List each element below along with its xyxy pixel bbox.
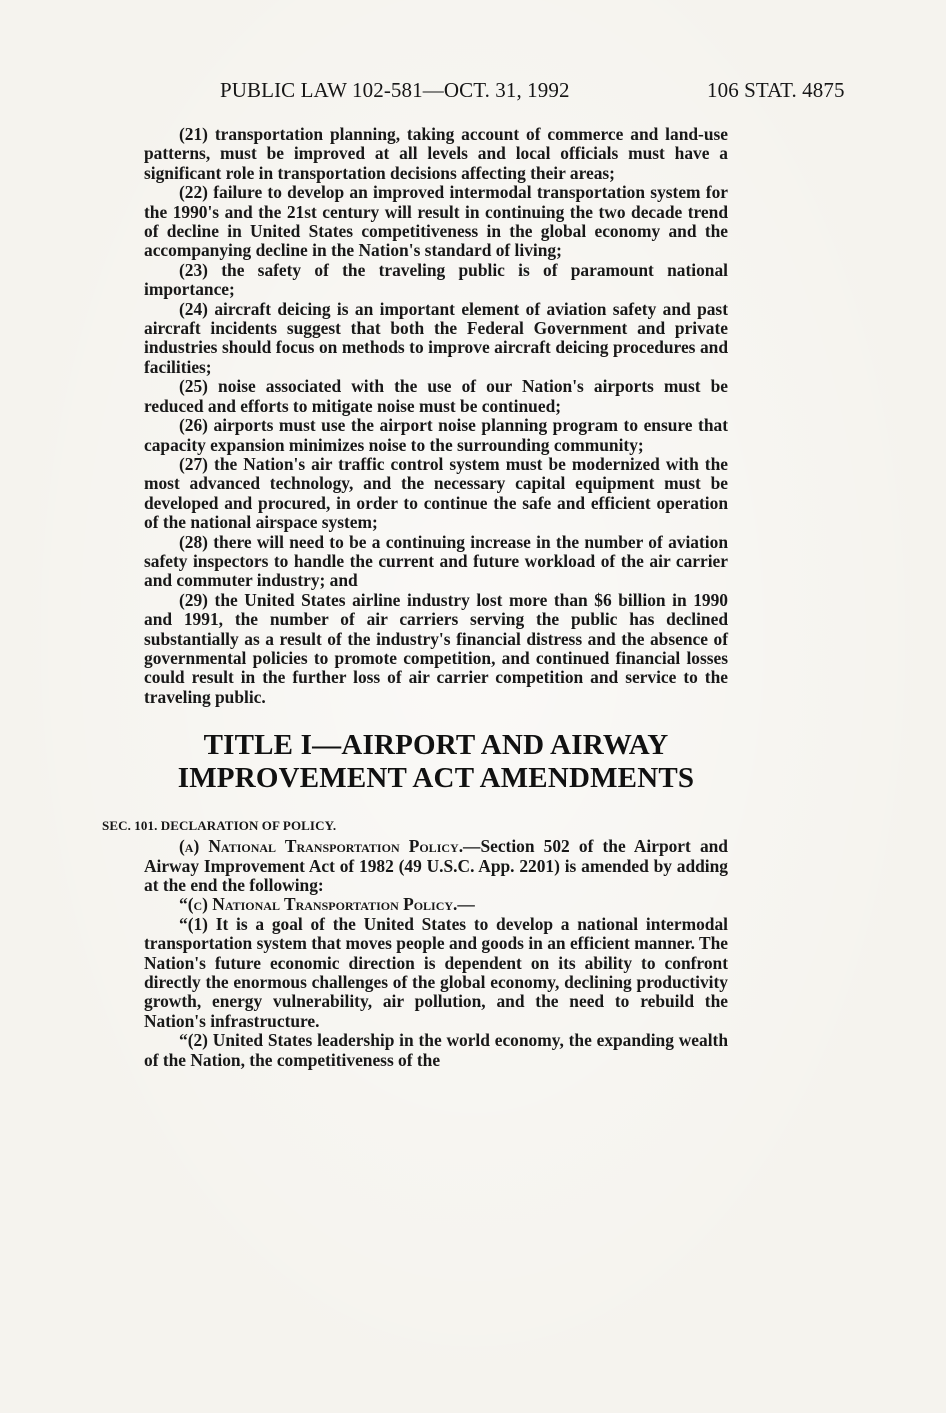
title-heading: [144, 729, 728, 795]
finding-26: (26) airports must use the airport noise planning program to ensure that capacity expansion minimizes noise to the surrounding community;: [144, 415, 728, 455]
statute-page-number: 106 STAT. 4875: [707, 78, 845, 102]
finding-25: (25) noise associated with the use of our Nation's airports must be reduced and efforts to mitigate noise must be continued;: [144, 376, 728, 416]
finding-29: (29) the United States airline industry lost more than $6 billion in 1990 and 1991, the number of air carriers serving the public has declined substantially as a result of the industry's financial distress and the absence of governmental policies to promote competition, and continued financial losses could result in the further loss of air carrier competition and service to the traveling public.: [144, 589, 728, 707]
subsection-a-label: (a) National Transportation Policy.: [179, 836, 464, 857]
finding-28: (28) there will need to be a continuing increase in the number of aviation safety inspectors to handle the current and future workload of the air carrier and commuter industry; and: [144, 531, 728, 591]
finding-24: (24) aircraft deicing is an important element of aviation safety and past aircraft incidents suggest that both the Federal Government and private industries should focus on methods to improve aircraft deicing procedures and facilities;: [144, 298, 728, 377]
subsection-a: [144, 837, 728, 895]
public-law-citation: PUBLIC LAW 102-581—OCT. 31, 1992: [220, 78, 570, 102]
subsection-c-dash: —: [457, 894, 475, 915]
subsection-c-heading: [144, 895, 728, 914]
finding-21: (21) transportation planning, taking account of commerce and land-use patterns, must be improved at all levels and local officials must have a significant role in transportation decisions affecting their areas;: [144, 124, 728, 183]
policy-paragraph-1: “(1) It is a goal of the United States to develop a national intermodal transportation system that moves people and goods in an efficient manner. The Nation's future economic direction is dependent on its ability to confront directly the enormous challenges of the global economy, declining productivity growth, energy vulnerability, air pollution, and the need to rebuild the Nation's infrastructure.: [144, 913, 728, 1031]
section-heading: SEC. 101. DECLARATION OF POLICY.: [102, 818, 337, 834]
page-body: [102, 124, 728, 1070]
subsection-c-label: “(c) National Transportation Policy.: [179, 894, 458, 915]
finding-23: (23) the safety of the traveling public is of paramount national importance;: [144, 259, 728, 300]
finding-22: (22) failure to develop an improved intermodal transportation system for the 1990's and the 21st century will result in continuing the two decade trend of decline in United States competitiveness in the global economy and the accompanying decline in the Nation's standard of living;: [144, 182, 728, 261]
policy-paragraph-2: “(2) United States leadership in the world economy, the expanding wealth of the Nation, the competitiveness of the: [144, 1030, 728, 1070]
finding-27: (27) the Nation's air traffic control system must be modernized with the most advanced technology, and the necessary capital equipment must be developed and procured, in order to continue the safe and efficient operation of the national airspace system;: [144, 453, 728, 533]
title-line-2: IMPROVEMENT ACT AMENDMENTS: [177, 762, 695, 795]
title-line-1: TITLE I—AIRPORT AND AIRWAY: [203, 729, 669, 762]
subsection-a-text: —Section 502 of the Airport and Airway Improvement Act of 1982 (49 U.S.C. App. 2201) is amended by adding at the end the following:: [144, 836, 728, 895]
page-header: [0, 78, 946, 106]
